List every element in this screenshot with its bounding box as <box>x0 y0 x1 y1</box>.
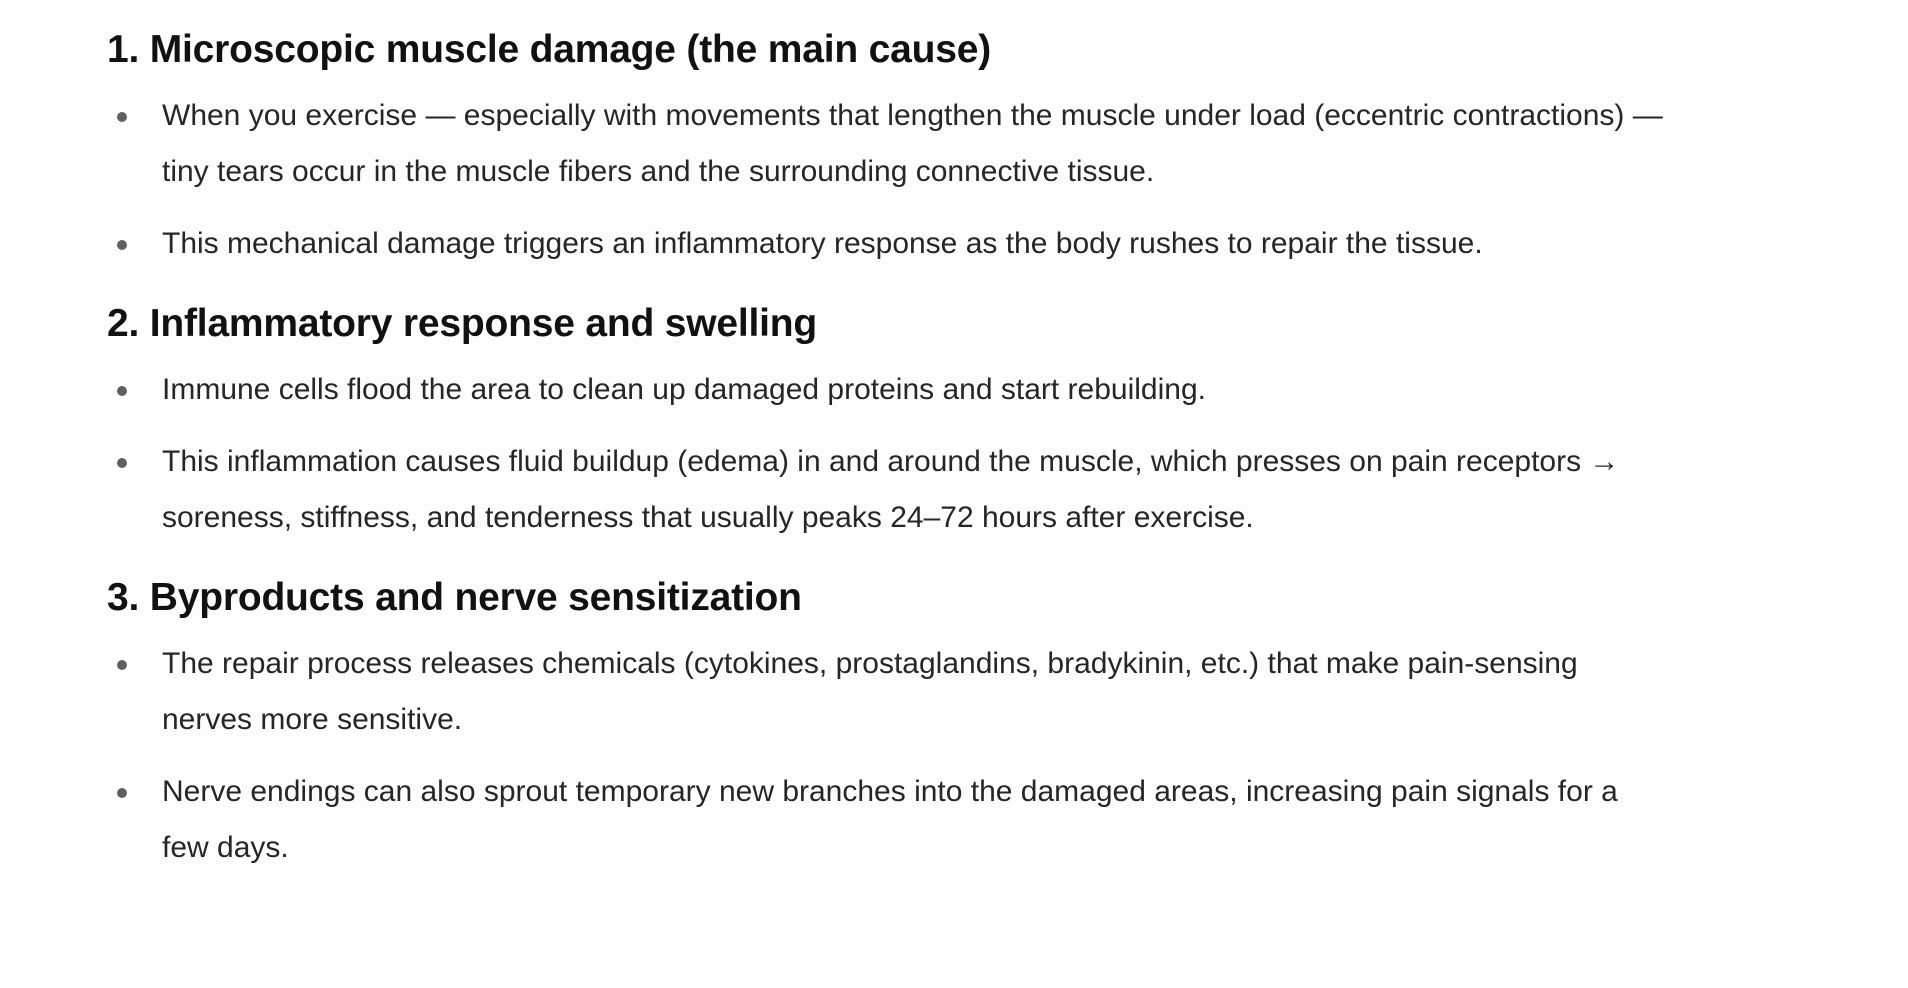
list-item-text: The repair process releases chemicals (cytokines, prostaglandins, bradykinin, etc.) that make pain-sensing nerves more sensitive. <box>162 647 1578 736</box>
bullet-list <box>107 636 1667 876</box>
section-heading: 3. Byproducts and nerve sensitization <box>107 576 802 619</box>
list-item <box>107 362 1667 418</box>
list-item-text: This mechanical damage triggers an inflammatory response as the body rushes to repair the tissue. <box>162 227 1483 260</box>
section-muscle-damage <box>107 24 1667 272</box>
document-content <box>107 24 1667 892</box>
list-item <box>107 434 1667 546</box>
list-item-text: When you exercise — especially with movements that lengthen the muscle under load (eccentric contractions) — tiny tears occur in the muscle fibers and the surrounding connective tissue. <box>162 99 1663 188</box>
section-heading: 2. Inflammatory response and swelling <box>107 302 817 345</box>
bullet-list <box>107 362 1667 546</box>
list-item <box>107 216 1667 272</box>
list-item <box>107 636 1667 748</box>
section-heading: 1. Microscopic muscle damage (the main cause) <box>107 28 991 71</box>
list-item-text: Nerve endings can also sprout temporary new branches into the damaged areas, increasing pain signals for a few days. <box>162 775 1618 864</box>
section-inflammatory-response <box>107 298 1667 546</box>
list-item-text: This inflammation causes fluid buildup (edema) in and around the muscle, which presses on pain receptors → soreness, stiffness, and tenderness that usually peaks 24–72 hours after exercise. <box>162 445 1620 534</box>
bullet-dot-icon <box>117 788 127 798</box>
bullet-list <box>107 88 1667 272</box>
bullet-dot-icon <box>117 112 127 122</box>
list-item-text: Immune cells flood the area to clean up damaged proteins and start rebuilding. <box>162 373 1206 406</box>
bullet-dot-icon <box>117 386 127 396</box>
list-item <box>107 764 1667 876</box>
bullet-dot-icon <box>117 240 127 250</box>
bullet-dot-icon <box>117 458 127 468</box>
section-nerve-sensitization <box>107 572 1667 876</box>
bullet-dot-icon <box>117 660 127 670</box>
list-item <box>107 88 1667 200</box>
